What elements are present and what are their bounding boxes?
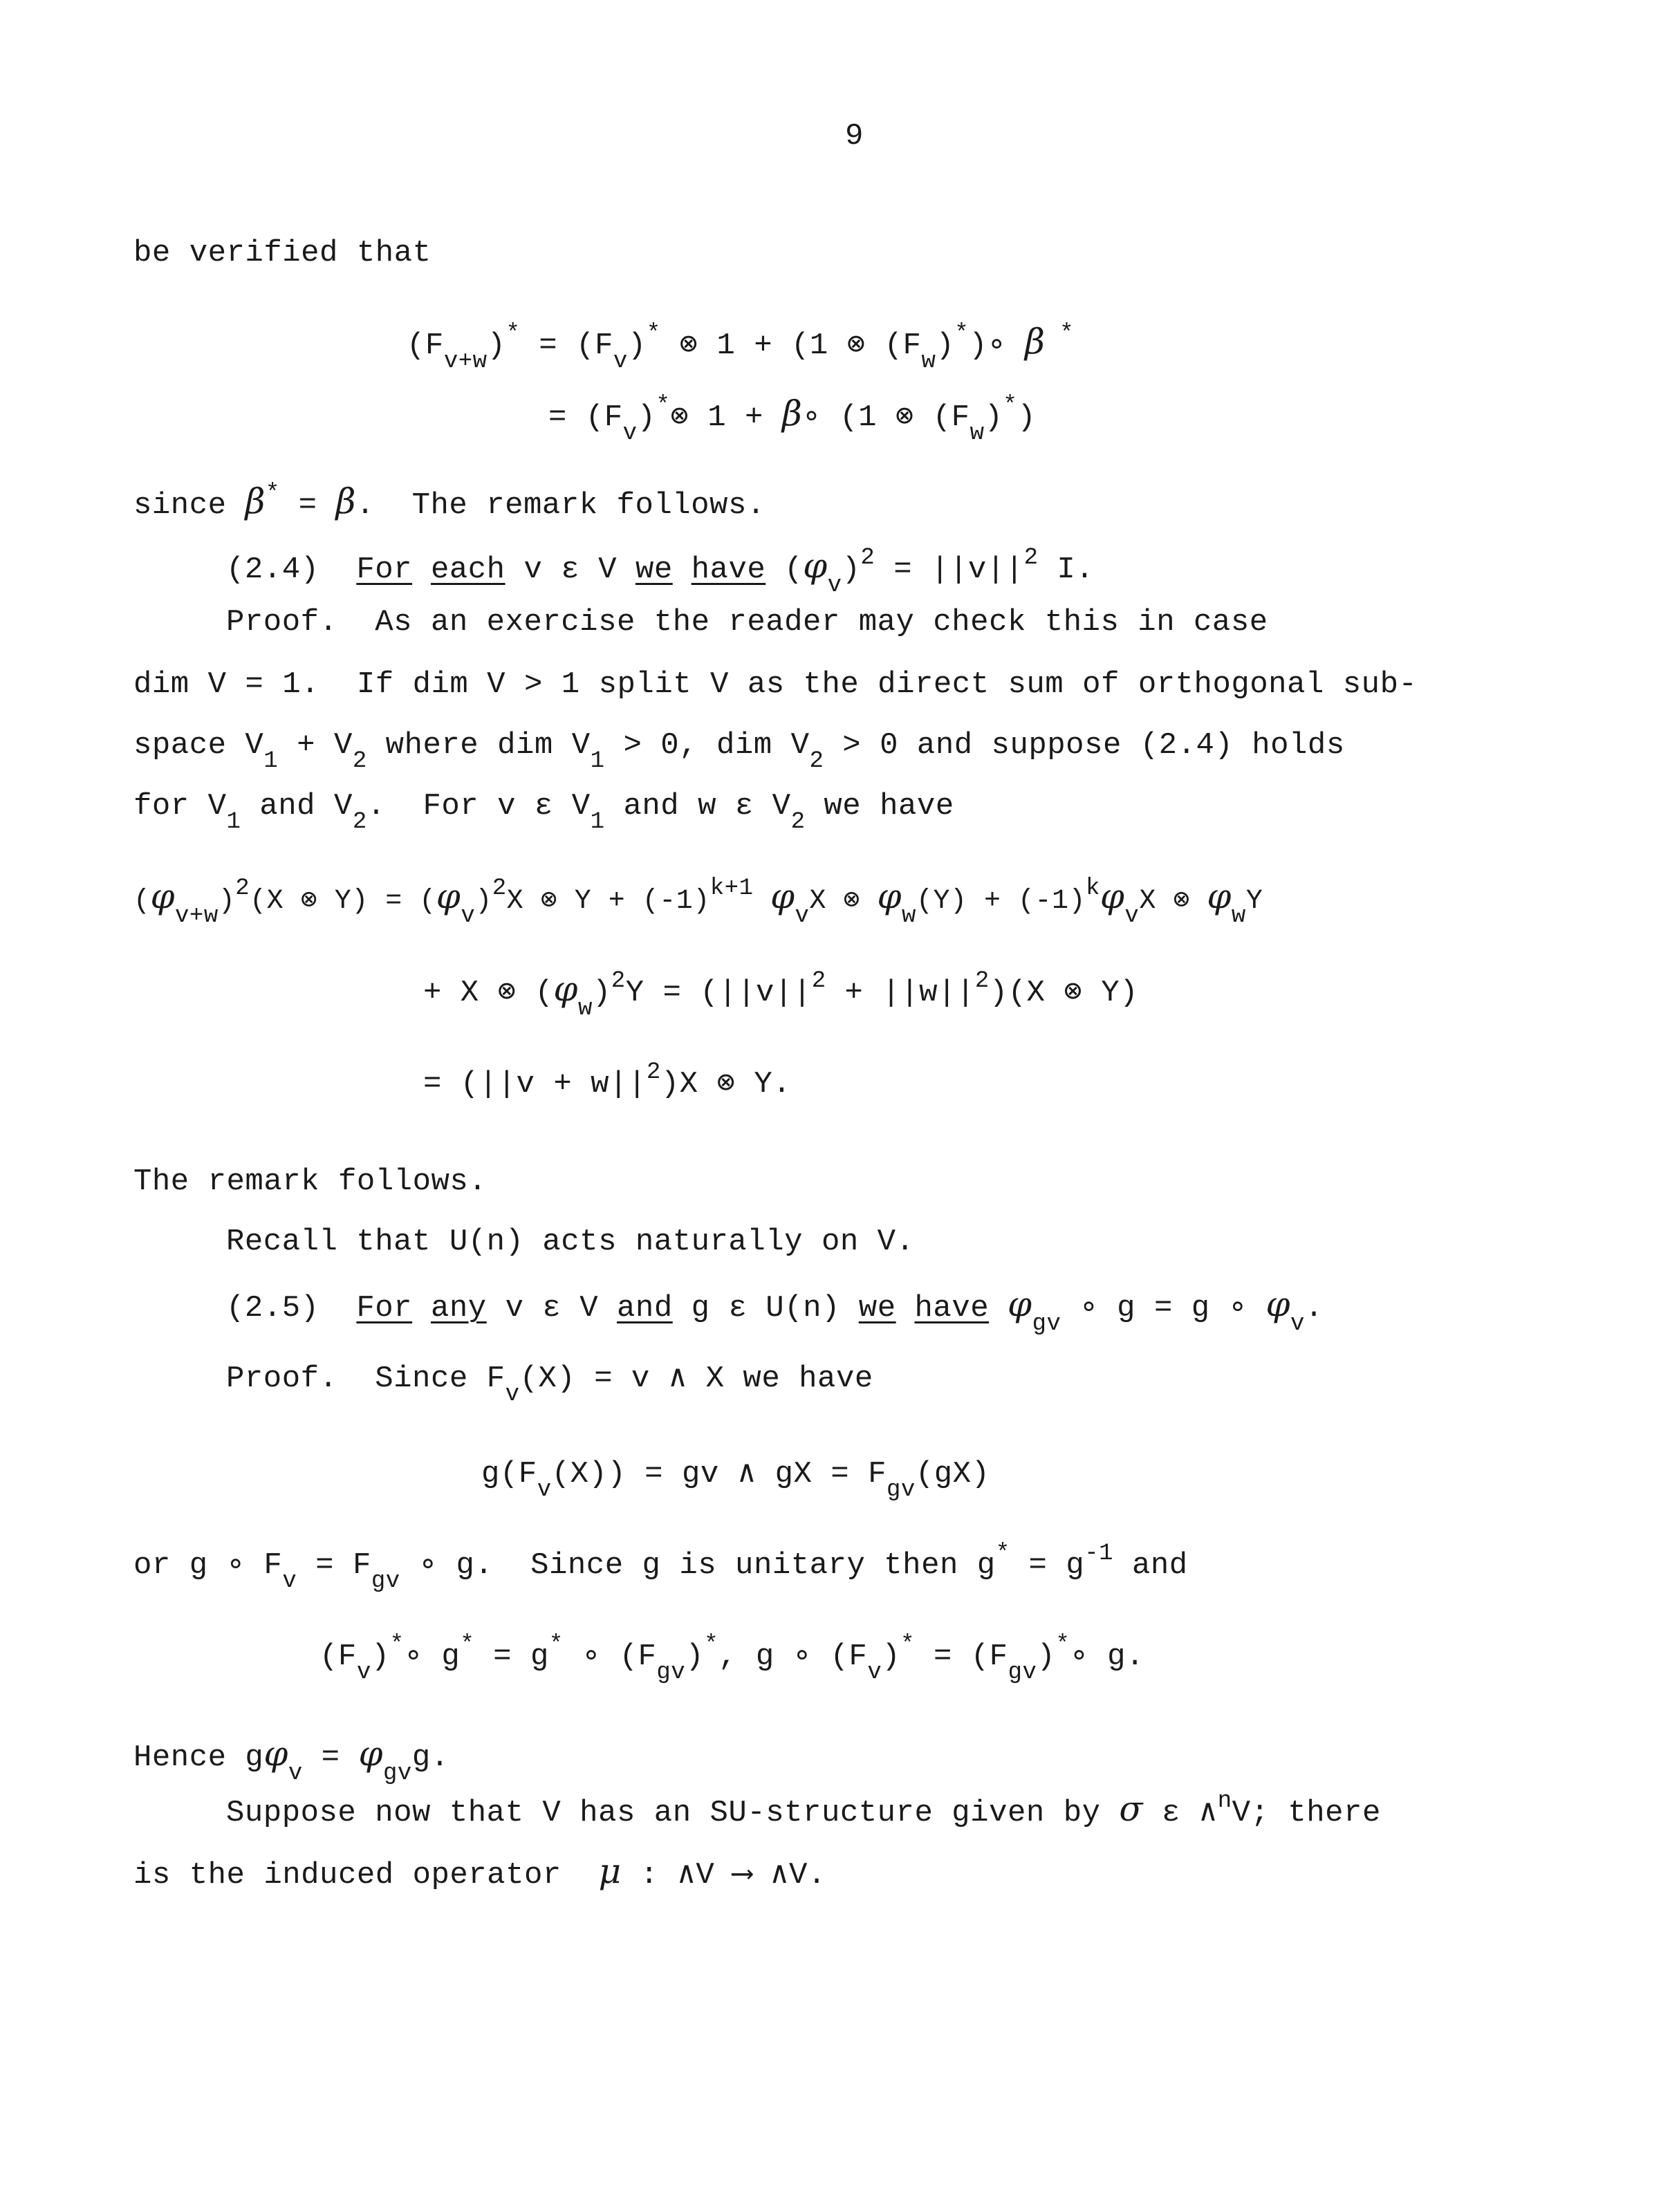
subscript: v	[1290, 1311, 1305, 1337]
superscript: 2	[235, 875, 250, 902]
text-line	[133, 1541, 1188, 1595]
subscript: v+w	[443, 348, 488, 375]
text: )	[842, 552, 861, 587]
text: ∘ (1 ⊗ (F	[802, 400, 970, 435]
superscript: 2	[974, 968, 990, 994]
phi-symbol: φ	[150, 876, 176, 916]
text-line	[133, 1162, 487, 1201]
text: v ε V	[505, 552, 635, 587]
equation-line	[481, 1455, 990, 1503]
text: and V	[241, 789, 353, 824]
text: (X)) = gv ∧ gX = F	[551, 1457, 887, 1491]
underlined-text: we	[858, 1291, 896, 1326]
subscript: gv	[656, 1660, 686, 1686]
subscript: v	[288, 1760, 303, 1787]
text: )	[592, 976, 611, 1010]
superscript: *	[460, 1632, 475, 1658]
text: dim V = 1. If dim V > 1 split V as the direct sum of orthogonal sub-	[133, 667, 1418, 702]
text: and	[1113, 1548, 1188, 1583]
text: ε ∧	[1143, 1796, 1218, 1830]
phi-symbol: φ	[1265, 1284, 1291, 1324]
text: (F	[319, 1639, 357, 1674]
superscript: *	[505, 321, 521, 347]
text: (X ⊗ Y) = (	[250, 886, 436, 917]
text: ∘ (F	[563, 1639, 657, 1674]
text: ∘ g. Since g is unitary then g	[400, 1548, 996, 1583]
text: )	[984, 400, 1003, 435]
superscript: *	[389, 1632, 405, 1658]
text: ⊗ 1 + (1 ⊗ (F	[660, 328, 922, 363]
subscript: v	[356, 1660, 371, 1686]
subscript: gv	[383, 1760, 412, 1787]
subscript: v	[1124, 903, 1140, 929]
text: )	[218, 886, 236, 917]
text: for V	[133, 789, 227, 824]
text: )	[1017, 400, 1037, 435]
phi-symbol: φ	[770, 876, 795, 916]
text: and w ε V	[604, 789, 791, 824]
text	[673, 552, 692, 587]
text: (Y) + (-1)	[916, 886, 1086, 917]
text: v ε V	[486, 1291, 618, 1326]
proposition-2-5	[226, 1284, 1324, 1337]
text	[412, 552, 431, 587]
superscript: 2	[611, 968, 626, 994]
text: V; there	[1232, 1796, 1381, 1830]
mu-symbol: μ	[598, 1851, 622, 1891]
text: be verified that	[133, 236, 432, 270]
text: )	[475, 886, 492, 917]
text: Y	[1245, 886, 1263, 917]
text: = (F	[520, 328, 613, 363]
subscript: v	[461, 903, 476, 929]
text	[896, 1291, 915, 1326]
subscript: w	[969, 420, 985, 447]
text-line	[133, 1852, 826, 1895]
text: > 0, dim V	[604, 728, 810, 763]
text: = (F	[915, 1639, 1008, 1674]
text: = g	[1010, 1548, 1085, 1583]
superscript: k+1	[709, 875, 754, 902]
text: + V	[278, 728, 353, 763]
underlined-text: each	[430, 552, 505, 587]
beta-symbol: β	[245, 481, 266, 521]
subscript: v	[505, 1382, 520, 1408]
text: > 0 and suppose (2.4) holds	[824, 728, 1345, 763]
phi-symbol: φ	[263, 1734, 288, 1774]
underlined-text: have	[691, 552, 766, 587]
text: Recall that U(n) acts naturally on V.	[226, 1225, 915, 1259]
superscript: *	[1003, 393, 1018, 419]
text: .	[1304, 1291, 1324, 1326]
superscript: *	[1055, 1632, 1070, 1658]
text: space V	[133, 728, 264, 763]
underlined-text: we	[635, 552, 673, 587]
proposition-2-4	[226, 545, 1095, 599]
phi-symbol: φ	[803, 546, 828, 586]
subscript: w	[1231, 903, 1246, 929]
text: = F	[297, 1548, 371, 1583]
text	[412, 1291, 431, 1326]
text: )	[936, 328, 955, 363]
text-line	[226, 1790, 1381, 1834]
phi-symbol: φ	[553, 969, 578, 1009]
text-line	[133, 1734, 449, 1787]
text: =	[279, 488, 336, 523]
text: = ||v||	[875, 552, 1024, 587]
subscript: 2	[352, 809, 367, 835]
subscript: w	[577, 996, 593, 1022]
equation-line	[319, 1632, 1144, 1686]
phi-symbol: φ	[1207, 876, 1232, 916]
superscript: *	[954, 321, 969, 347]
underlined-text: any	[430, 1291, 487, 1326]
subscript: w	[921, 348, 936, 375]
phi-symbol: φ	[358, 1734, 383, 1774]
equation-line	[407, 321, 1075, 375]
text-line	[133, 234, 431, 272]
superscript: *	[1045, 321, 1075, 347]
subscript: gv	[1032, 1311, 1061, 1337]
text: : ∧V ⟶ ∧V.	[621, 1858, 826, 1893]
text: The remark follows.	[133, 1164, 488, 1199]
subscript: 2	[809, 748, 824, 774]
superscript: *	[900, 1632, 916, 1658]
underlined-text: have	[914, 1291, 990, 1326]
text: )	[371, 1639, 390, 1674]
text: (F	[407, 328, 444, 363]
text: ⊗ 1 +	[670, 400, 782, 435]
subscript: 2	[352, 748, 367, 774]
text: )	[487, 328, 506, 363]
text: X ⊗	[809, 886, 878, 917]
superscript: *	[646, 321, 661, 347]
text: )	[627, 328, 647, 363]
text: + X ⊗ (	[423, 976, 554, 1010]
superscript: *	[548, 1632, 564, 1658]
text: we have	[805, 789, 954, 824]
equation-line	[423, 1059, 792, 1106]
phi-symbol: φ	[1008, 1284, 1032, 1324]
sigma-symbol: σ	[1119, 1789, 1144, 1829]
subscript: gv	[887, 1477, 916, 1503]
text: Proof. Since F	[226, 1361, 505, 1396]
text: =	[302, 1740, 359, 1775]
text: + ||w||	[826, 976, 975, 1010]
equation-line	[133, 875, 1263, 929]
text-line	[133, 726, 1345, 774]
equation-line	[548, 393, 1037, 447]
superscript: 2	[1023, 545, 1039, 571]
text: ∘ g.	[1070, 1639, 1144, 1674]
text: Y = (||v||	[625, 976, 812, 1010]
text: . The remark follows.	[355, 488, 766, 523]
text-line	[226, 1223, 914, 1261]
underlined-text: For	[356, 1291, 413, 1326]
text: or g ∘ F	[133, 1548, 283, 1583]
text: , g ∘ (F	[718, 1639, 868, 1674]
subscript: gv	[1008, 1660, 1037, 1686]
text: ∘ g	[404, 1639, 461, 1674]
beta-symbol: β	[335, 481, 356, 521]
phi-symbol: φ	[1100, 876, 1125, 916]
equation-line	[423, 968, 1139, 1022]
subscript: v	[795, 903, 810, 929]
text: g ε U(n)	[672, 1291, 859, 1326]
text: = (F	[548, 400, 623, 435]
text-line	[133, 787, 954, 835]
phi-symbol: φ	[877, 876, 902, 916]
text: X ⊗	[1139, 886, 1207, 917]
underlined-text: For	[356, 552, 413, 587]
text: (	[766, 552, 804, 587]
subscript: v	[867, 1660, 882, 1686]
subscript: 1	[263, 748, 279, 774]
text: (2.5)	[226, 1291, 357, 1326]
subscript: 1	[226, 809, 241, 835]
text-line	[133, 482, 766, 527]
superscript: 2	[860, 545, 875, 571]
text: ∘ g = g ∘	[1061, 1291, 1266, 1326]
superscript: k	[1085, 875, 1100, 902]
subscript: v+w	[175, 903, 219, 929]
subscript: 1	[590, 748, 605, 774]
text: g(F	[481, 1457, 537, 1491]
subscript: 2	[790, 809, 806, 835]
text: )	[685, 1639, 705, 1674]
text: is the induced operator	[133, 1858, 599, 1893]
text: )(X ⊗ Y)	[989, 976, 1139, 1010]
page-number: 9	[845, 119, 864, 154]
text: )	[882, 1639, 901, 1674]
superscript: -1	[1084, 1541, 1114, 1567]
text: X ⊗ Y + (-1)	[506, 886, 710, 917]
subscript: v	[537, 1477, 552, 1503]
text-line	[133, 665, 1417, 704]
superscript: *	[995, 1541, 1010, 1567]
subscript: w	[902, 903, 916, 929]
text: )	[637, 400, 656, 435]
text-line	[226, 603, 1268, 642]
phi-symbol: φ	[436, 876, 461, 916]
subscript: v	[622, 420, 638, 447]
text: (	[133, 886, 151, 917]
superscript: *	[704, 1632, 719, 1658]
text	[753, 886, 770, 917]
text: Hence g	[133, 1740, 264, 1775]
superscript: 2	[811, 968, 826, 994]
subscript: 1	[590, 809, 605, 835]
superscript: *	[656, 393, 671, 419]
text	[989, 1291, 1008, 1326]
superscript: 2	[646, 1059, 661, 1086]
superscript: *	[265, 481, 280, 507]
text: g.	[411, 1740, 449, 1775]
subscript: v	[282, 1568, 297, 1595]
text: )	[1037, 1639, 1056, 1674]
text: )∘	[969, 328, 1025, 363]
superscript: n	[1217, 1788, 1232, 1814]
subscript: gv	[371, 1568, 400, 1595]
text: Proof. As an exercise the reader may check this in case	[226, 605, 1268, 640]
text: )X ⊗ Y.	[660, 1067, 792, 1102]
text: (2.4)	[226, 552, 357, 587]
text: = g	[474, 1639, 549, 1674]
text: where dim V	[367, 728, 591, 763]
text: I.	[1038, 552, 1095, 587]
text: Suppose now that V has an SU-structure given by	[226, 1796, 1120, 1830]
text: since	[133, 488, 245, 523]
text: = (||v + w||	[423, 1067, 647, 1102]
beta-symbol: β	[781, 393, 803, 434]
subscript: v	[827, 573, 842, 599]
text: (X) = v ∧ X we have	[519, 1361, 873, 1396]
subscript: v	[613, 348, 628, 375]
beta-symbol: β	[1024, 322, 1046, 362]
underlined-text: and	[617, 1291, 673, 1326]
text-line	[226, 1359, 873, 1408]
superscript: 2	[492, 875, 507, 902]
text: (gX)	[915, 1457, 990, 1491]
text: . For v ε V	[367, 789, 591, 824]
